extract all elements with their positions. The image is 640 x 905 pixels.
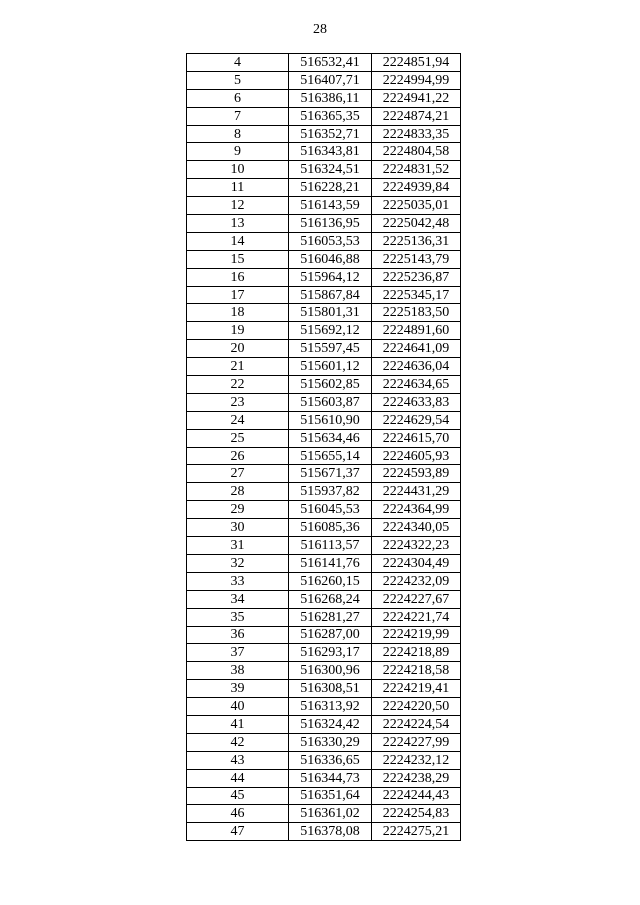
table-row (187, 179, 461, 197)
x-coordinate-cell: 515964,12 (289, 268, 372, 286)
point-number-cell: 41 (187, 715, 289, 733)
point-number-cell: 40 (187, 698, 289, 716)
table-row (187, 769, 461, 787)
table-row (187, 519, 461, 537)
point-number-cell: 34 (187, 590, 289, 608)
point-number-cell: 42 (187, 733, 289, 751)
table-row (187, 232, 461, 250)
y-coordinate-cell: 2224218,58 (372, 662, 461, 680)
point-number-cell: 6 (187, 89, 289, 107)
x-coordinate-cell: 516113,57 (289, 537, 372, 555)
table-row (187, 698, 461, 716)
y-coordinate-cell: 2224304,49 (372, 554, 461, 572)
table-row (187, 447, 461, 465)
table-row (187, 71, 461, 89)
y-coordinate-cell: 2224218,89 (372, 644, 461, 662)
x-coordinate-cell: 516228,21 (289, 179, 372, 197)
point-number-cell: 47 (187, 823, 289, 841)
point-number-cell: 10 (187, 161, 289, 179)
x-coordinate-cell: 516313,92 (289, 698, 372, 716)
table-row (187, 626, 461, 644)
x-coordinate-cell: 516352,71 (289, 125, 372, 143)
x-coordinate-cell: 515692,12 (289, 322, 372, 340)
table-row (187, 680, 461, 698)
point-number-cell: 28 (187, 483, 289, 501)
x-coordinate-cell: 515655,14 (289, 447, 372, 465)
x-coordinate-cell: 516361,02 (289, 805, 372, 823)
point-number-cell: 25 (187, 429, 289, 447)
y-coordinate-cell: 2225035,01 (372, 197, 461, 215)
x-coordinate-cell: 516287,00 (289, 626, 372, 644)
y-coordinate-cell: 2224322,23 (372, 537, 461, 555)
point-number-cell: 5 (187, 71, 289, 89)
table-row (187, 554, 461, 572)
point-number-cell: 8 (187, 125, 289, 143)
x-coordinate-cell: 516344,73 (289, 769, 372, 787)
point-number-cell: 16 (187, 268, 289, 286)
table-row (187, 805, 461, 823)
y-coordinate-cell: 2224238,29 (372, 769, 461, 787)
table-row (187, 733, 461, 751)
y-coordinate-cell: 2224634,65 (372, 376, 461, 394)
y-coordinate-cell: 2224629,54 (372, 411, 461, 429)
table-row (187, 823, 461, 841)
y-coordinate-cell: 2225345,17 (372, 286, 461, 304)
y-coordinate-cell: 2224364,99 (372, 501, 461, 519)
table-row (187, 89, 461, 107)
point-number-cell: 15 (187, 250, 289, 268)
y-coordinate-cell: 2225136,31 (372, 232, 461, 250)
y-coordinate-cell: 2224633,83 (372, 393, 461, 411)
y-coordinate-cell: 2224615,70 (372, 429, 461, 447)
x-coordinate-cell: 515801,31 (289, 304, 372, 322)
y-coordinate-cell: 2225143,79 (372, 250, 461, 268)
y-coordinate-cell: 2224275,21 (372, 823, 461, 841)
table-row (187, 54, 461, 72)
point-number-cell: 36 (187, 626, 289, 644)
x-coordinate-cell: 515602,85 (289, 376, 372, 394)
table-row (187, 751, 461, 769)
table-row (187, 143, 461, 161)
point-number-cell: 14 (187, 232, 289, 250)
x-coordinate-cell: 515597,45 (289, 340, 372, 358)
point-number-cell: 43 (187, 751, 289, 769)
x-coordinate-cell: 515671,37 (289, 465, 372, 483)
point-number-cell: 17 (187, 286, 289, 304)
y-coordinate-cell: 2224254,83 (372, 805, 461, 823)
x-coordinate-cell: 516365,35 (289, 107, 372, 125)
y-coordinate-cell: 2224831,52 (372, 161, 461, 179)
point-number-cell: 4 (187, 54, 289, 72)
table-row (187, 715, 461, 733)
y-coordinate-cell: 2224219,41 (372, 680, 461, 698)
table-row (187, 340, 461, 358)
point-number-cell: 37 (187, 644, 289, 662)
y-coordinate-cell: 2224804,58 (372, 143, 461, 161)
point-number-cell: 46 (187, 805, 289, 823)
x-coordinate-cell: 516308,51 (289, 680, 372, 698)
point-number-cell: 45 (187, 787, 289, 805)
x-coordinate-cell: 515634,46 (289, 429, 372, 447)
table-row (187, 197, 461, 215)
table-row (187, 161, 461, 179)
x-coordinate-cell: 516281,27 (289, 608, 372, 626)
point-number-cell: 29 (187, 501, 289, 519)
y-coordinate-cell: 2224232,12 (372, 751, 461, 769)
y-coordinate-cell: 2224605,93 (372, 447, 461, 465)
table-row (187, 483, 461, 501)
table-row (187, 304, 461, 322)
y-coordinate-cell: 2224874,21 (372, 107, 461, 125)
table-row (187, 358, 461, 376)
y-coordinate-cell: 2224224,54 (372, 715, 461, 733)
table-row (187, 215, 461, 233)
table-row (187, 125, 461, 143)
table-row (187, 644, 461, 662)
x-coordinate-cell: 516260,15 (289, 572, 372, 590)
x-coordinate-cell: 516407,71 (289, 71, 372, 89)
point-number-cell: 44 (187, 769, 289, 787)
x-coordinate-cell: 516136,95 (289, 215, 372, 233)
table-row (187, 322, 461, 340)
table-row (187, 537, 461, 555)
y-coordinate-cell: 2224891,60 (372, 322, 461, 340)
table-row (187, 429, 461, 447)
y-coordinate-cell: 2224431,29 (372, 483, 461, 501)
x-coordinate-cell: 515937,82 (289, 483, 372, 501)
y-coordinate-cell: 2224227,67 (372, 590, 461, 608)
table-row (187, 268, 461, 286)
y-coordinate-cell: 2224994,99 (372, 71, 461, 89)
x-coordinate-cell: 515603,87 (289, 393, 372, 411)
point-number-cell: 19 (187, 322, 289, 340)
y-coordinate-cell: 2224227,99 (372, 733, 461, 751)
x-coordinate-cell: 515610,90 (289, 411, 372, 429)
table-row (187, 393, 461, 411)
y-coordinate-cell: 2224220,50 (372, 698, 461, 716)
x-coordinate-cell: 516351,64 (289, 787, 372, 805)
table-row (187, 787, 461, 805)
y-coordinate-cell: 2224636,04 (372, 358, 461, 376)
y-coordinate-cell: 2225042,48 (372, 215, 461, 233)
point-number-cell: 35 (187, 608, 289, 626)
coordinates-table (186, 53, 461, 841)
table-row (187, 107, 461, 125)
x-coordinate-cell: 515867,84 (289, 286, 372, 304)
point-number-cell: 38 (187, 662, 289, 680)
point-number-cell: 31 (187, 537, 289, 555)
table-row (187, 250, 461, 268)
point-number-cell: 39 (187, 680, 289, 698)
y-coordinate-cell: 2224219,99 (372, 626, 461, 644)
x-coordinate-cell: 516141,76 (289, 554, 372, 572)
y-coordinate-cell: 2224833,35 (372, 125, 461, 143)
x-coordinate-cell: 516085,36 (289, 519, 372, 537)
x-coordinate-cell: 516300,96 (289, 662, 372, 680)
point-number-cell: 24 (187, 411, 289, 429)
point-number-cell: 23 (187, 393, 289, 411)
y-coordinate-cell: 2224221,74 (372, 608, 461, 626)
x-coordinate-cell: 516343,81 (289, 143, 372, 161)
x-coordinate-cell: 516045,53 (289, 501, 372, 519)
y-coordinate-cell: 2224641,09 (372, 340, 461, 358)
x-coordinate-cell: 516293,17 (289, 644, 372, 662)
x-coordinate-cell: 516336,65 (289, 751, 372, 769)
x-coordinate-cell: 516532,41 (289, 54, 372, 72)
point-number-cell: 12 (187, 197, 289, 215)
coordinates-table-body (187, 54, 461, 841)
y-coordinate-cell: 2224941,22 (372, 89, 461, 107)
point-number-cell: 20 (187, 340, 289, 358)
point-number-cell: 9 (187, 143, 289, 161)
x-coordinate-cell: 516386,11 (289, 89, 372, 107)
point-number-cell: 18 (187, 304, 289, 322)
point-number-cell: 13 (187, 215, 289, 233)
point-number-cell: 26 (187, 447, 289, 465)
point-number-cell: 21 (187, 358, 289, 376)
table-row (187, 465, 461, 483)
point-number-cell: 11 (187, 179, 289, 197)
page-number: 28 (313, 22, 327, 37)
y-coordinate-cell: 2224939,84 (372, 179, 461, 197)
point-number-cell: 32 (187, 554, 289, 572)
y-coordinate-cell: 2224244,43 (372, 787, 461, 805)
y-coordinate-cell: 2224593,89 (372, 465, 461, 483)
x-coordinate-cell: 516324,51 (289, 161, 372, 179)
x-coordinate-cell: 516268,24 (289, 590, 372, 608)
point-number-cell: 22 (187, 376, 289, 394)
table-row (187, 590, 461, 608)
x-coordinate-cell: 516053,53 (289, 232, 372, 250)
point-number-cell: 30 (187, 519, 289, 537)
y-coordinate-cell: 2224851,94 (372, 54, 461, 72)
table-row (187, 572, 461, 590)
point-number-cell: 7 (187, 107, 289, 125)
point-number-cell: 33 (187, 572, 289, 590)
x-coordinate-cell: 516330,29 (289, 733, 372, 751)
x-coordinate-cell: 516324,42 (289, 715, 372, 733)
table-row (187, 501, 461, 519)
x-coordinate-cell: 516046,88 (289, 250, 372, 268)
table-row (187, 662, 461, 680)
x-coordinate-cell: 516378,08 (289, 823, 372, 841)
table-row (187, 608, 461, 626)
x-coordinate-cell: 516143,59 (289, 197, 372, 215)
x-coordinate-cell: 515601,12 (289, 358, 372, 376)
y-coordinate-cell: 2225236,87 (372, 268, 461, 286)
table-row (187, 286, 461, 304)
y-coordinate-cell: 2224232,09 (372, 572, 461, 590)
table-row (187, 376, 461, 394)
point-number-cell: 27 (187, 465, 289, 483)
y-coordinate-cell: 2224340,05 (372, 519, 461, 537)
table-row (187, 411, 461, 429)
y-coordinate-cell: 2225183,50 (372, 304, 461, 322)
